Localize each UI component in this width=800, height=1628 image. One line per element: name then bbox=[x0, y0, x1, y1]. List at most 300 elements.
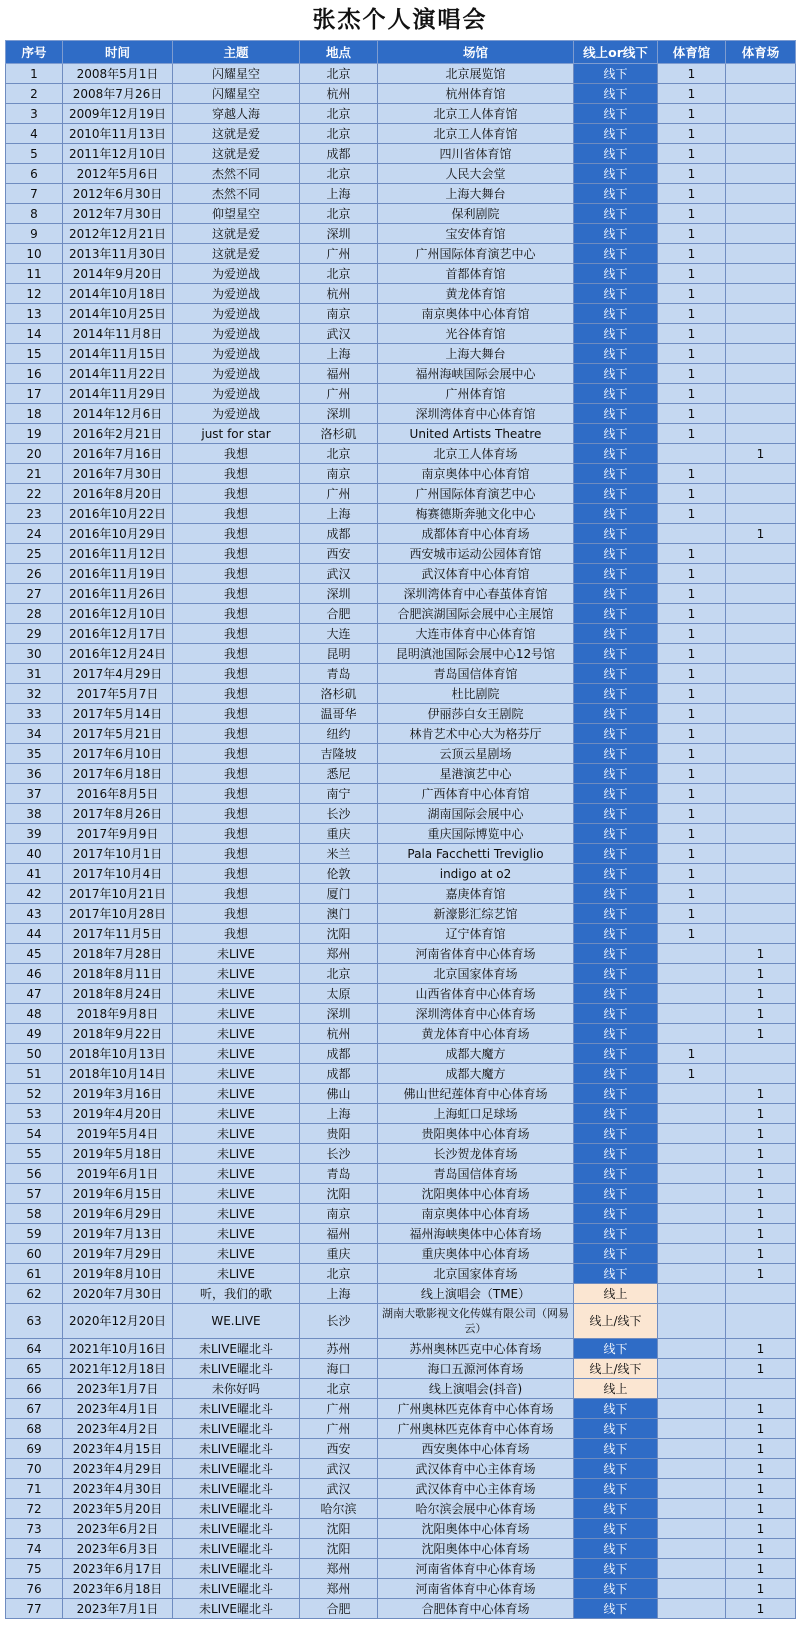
cell-index: 41 bbox=[6, 864, 63, 884]
cell-venue: 杜比剧院 bbox=[378, 684, 574, 704]
cell-venue: 沈阳奥体中心体育场 bbox=[378, 1539, 574, 1559]
cell-index: 47 bbox=[6, 984, 63, 1004]
cell-venue: 河南省体育中心体育场 bbox=[378, 1559, 574, 1579]
cell-gym: 1 bbox=[658, 144, 726, 164]
cell-index: 22 bbox=[6, 484, 63, 504]
table-row bbox=[6, 64, 796, 84]
cell-theme: 我想 bbox=[173, 824, 300, 844]
table-row bbox=[6, 144, 796, 164]
cell-theme: 未LIVE bbox=[173, 1184, 300, 1204]
cell-stadium: 1 bbox=[726, 1004, 796, 1024]
cell-gym bbox=[658, 1224, 726, 1244]
cell-mode: 线下 bbox=[574, 1204, 658, 1224]
cell-stadium bbox=[726, 724, 796, 744]
cell-venue: 星港演艺中心 bbox=[378, 764, 574, 784]
cell-city: 上海 bbox=[300, 344, 378, 364]
cell-date: 2017年10月28日 bbox=[63, 904, 173, 924]
cell-date: 2023年4月1日 bbox=[63, 1399, 173, 1419]
cell-mode: 线下 bbox=[574, 1044, 658, 1064]
cell-theme: 这就是爱 bbox=[173, 244, 300, 264]
cell-gym: 1 bbox=[658, 624, 726, 644]
cell-date: 2021年12月18日 bbox=[63, 1359, 173, 1379]
cell-mode: 线下 bbox=[574, 1579, 658, 1599]
cell-gym bbox=[658, 1024, 726, 1044]
cell-index: 44 bbox=[6, 924, 63, 944]
cell-mode: 线下 bbox=[574, 684, 658, 704]
cell-mode: 线下 bbox=[574, 724, 658, 744]
cell-gym: 1 bbox=[658, 1064, 726, 1084]
cell-venue: 宝安体育馆 bbox=[378, 224, 574, 244]
cell-theme: 为爱逆战 bbox=[173, 364, 300, 384]
header-city: 地点 bbox=[300, 41, 378, 64]
cell-index: 42 bbox=[6, 884, 63, 904]
cell-gym: 1 bbox=[658, 884, 726, 904]
table-row bbox=[6, 784, 796, 804]
cell-theme: 我想 bbox=[173, 924, 300, 944]
cell-index: 52 bbox=[6, 1084, 63, 1104]
cell-gym bbox=[658, 524, 726, 544]
table-row bbox=[6, 1499, 796, 1519]
cell-mode: 线下 bbox=[574, 604, 658, 624]
cell-stadium: 1 bbox=[726, 1599, 796, 1619]
cell-date: 2016年12月10日 bbox=[63, 604, 173, 624]
cell-index: 21 bbox=[6, 464, 63, 484]
cell-stadium bbox=[726, 184, 796, 204]
table-row bbox=[6, 1064, 796, 1084]
cell-venue: 哈尔滨会展中心体育场 bbox=[378, 1499, 574, 1519]
cell-theme: 我想 bbox=[173, 904, 300, 924]
cell-index: 74 bbox=[6, 1539, 63, 1559]
cell-city: 郑州 bbox=[300, 1579, 378, 1599]
cell-date: 2017年8月26日 bbox=[63, 804, 173, 824]
cell-gym bbox=[658, 444, 726, 464]
cell-stadium bbox=[726, 1284, 796, 1304]
cell-date: 2023年4月15日 bbox=[63, 1439, 173, 1459]
table-row bbox=[6, 544, 796, 564]
table-row bbox=[6, 1439, 796, 1459]
cell-venue: 河南省体育中心体育场 bbox=[378, 1579, 574, 1599]
cell-date: 2017年10月1日 bbox=[63, 844, 173, 864]
cell-venue: 线上演唱会（TME） bbox=[378, 1284, 574, 1304]
cell-stadium: 1 bbox=[726, 1104, 796, 1124]
cell-venue: 广州奥林匹克体育中心体育场 bbox=[378, 1399, 574, 1419]
cell-venue: 广州国际体育演艺中心 bbox=[378, 484, 574, 504]
cell-stadium bbox=[726, 384, 796, 404]
cell-city: 郑州 bbox=[300, 1559, 378, 1579]
header-gym: 体育馆 bbox=[658, 41, 726, 64]
cell-gym: 1 bbox=[658, 204, 726, 224]
cell-index: 72 bbox=[6, 1499, 63, 1519]
cell-index: 14 bbox=[6, 324, 63, 344]
cell-theme: 我想 bbox=[173, 804, 300, 824]
cell-theme: 为爱逆战 bbox=[173, 324, 300, 344]
cell-theme: 我想 bbox=[173, 524, 300, 544]
cell-mode: 线下 bbox=[574, 204, 658, 224]
cell-date: 2017年5月14日 bbox=[63, 704, 173, 724]
cell-venue: 合肥滨湖国际会展中心主展馆 bbox=[378, 604, 574, 624]
cell-gym: 1 bbox=[658, 804, 726, 824]
table-row bbox=[6, 1164, 796, 1184]
cell-gym: 1 bbox=[658, 484, 726, 504]
cell-theme: 未LIVE bbox=[173, 1124, 300, 1144]
cell-gym bbox=[658, 1204, 726, 1224]
cell-index: 20 bbox=[6, 444, 63, 464]
cell-gym bbox=[658, 1184, 726, 1204]
cell-index: 77 bbox=[6, 1599, 63, 1619]
cell-mode: 线下 bbox=[574, 64, 658, 84]
cell-mode: 线下 bbox=[574, 644, 658, 664]
cell-gym bbox=[658, 1004, 726, 1024]
cell-mode: 线下 bbox=[574, 1144, 658, 1164]
cell-venue: United Artists Theatre bbox=[378, 424, 574, 444]
cell-theme: 为爱逆战 bbox=[173, 284, 300, 304]
cell-gym bbox=[658, 944, 726, 964]
cell-date: 2016年2月21日 bbox=[63, 424, 173, 444]
cell-venue: 林肯艺术中心大为格芬厅 bbox=[378, 724, 574, 744]
cell-stadium: 1 bbox=[726, 1184, 796, 1204]
cell-date: 2016年12月24日 bbox=[63, 644, 173, 664]
cell-date: 2014年12月6日 bbox=[63, 404, 173, 424]
cell-venue: 深圳湾体育中心体育馆 bbox=[378, 404, 574, 424]
cell-theme: 未LIVE bbox=[173, 1104, 300, 1124]
cell-venue: 武汉体育中心主体育场 bbox=[378, 1459, 574, 1479]
cell-stadium: 1 bbox=[726, 964, 796, 984]
cell-mode: 线下 bbox=[574, 864, 658, 884]
cell-theme: 未LIVE bbox=[173, 1244, 300, 1264]
cell-mode: 线下 bbox=[574, 484, 658, 504]
cell-venue: 云顶云星剧场 bbox=[378, 744, 574, 764]
cell-venue: 杭州体育馆 bbox=[378, 84, 574, 104]
cell-date: 2017年11月5日 bbox=[63, 924, 173, 944]
cell-stadium bbox=[726, 144, 796, 164]
table-row bbox=[6, 684, 796, 704]
cell-gym: 1 bbox=[658, 744, 726, 764]
cell-city: 成都 bbox=[300, 1064, 378, 1084]
cell-venue: 武汉体育中心主体育场 bbox=[378, 1479, 574, 1499]
cell-index: 26 bbox=[6, 564, 63, 584]
cell-index: 58 bbox=[6, 1204, 63, 1224]
cell-gym: 1 bbox=[658, 684, 726, 704]
cell-venue: 成都大魔方 bbox=[378, 1064, 574, 1084]
table-row bbox=[6, 624, 796, 644]
cell-city: 上海 bbox=[300, 504, 378, 524]
cell-date: 2016年8月5日 bbox=[63, 784, 173, 804]
cell-gym bbox=[658, 1579, 726, 1599]
cell-date: 2019年8月10日 bbox=[63, 1264, 173, 1284]
cell-date: 2017年4月29日 bbox=[63, 664, 173, 684]
cell-gym: 1 bbox=[658, 124, 726, 144]
cell-stadium bbox=[726, 684, 796, 704]
cell-gym: 1 bbox=[658, 324, 726, 344]
cell-venue: 北京工人体育场 bbox=[378, 444, 574, 464]
cell-city: 福州 bbox=[300, 1224, 378, 1244]
cell-venue: 长沙贺龙体育场 bbox=[378, 1144, 574, 1164]
cell-venue: indigo at o2 bbox=[378, 864, 574, 884]
cell-mode: 线下 bbox=[574, 84, 658, 104]
cell-mode: 线下 bbox=[574, 844, 658, 864]
cell-theme: 闪耀星空 bbox=[173, 84, 300, 104]
cell-theme: 我想 bbox=[173, 464, 300, 484]
cell-stadium bbox=[726, 864, 796, 884]
cell-stadium bbox=[726, 124, 796, 144]
cell-mode: 线下 bbox=[574, 544, 658, 564]
cell-stadium: 1 bbox=[726, 1559, 796, 1579]
cell-mode: 线下 bbox=[574, 1519, 658, 1539]
cell-stadium bbox=[726, 884, 796, 904]
table-row bbox=[6, 1004, 796, 1024]
cell-stadium: 1 bbox=[726, 1359, 796, 1379]
cell-gym: 1 bbox=[658, 864, 726, 884]
table-row bbox=[6, 1379, 796, 1399]
cell-date: 2019年6月1日 bbox=[63, 1164, 173, 1184]
cell-city: 沈阳 bbox=[300, 1539, 378, 1559]
cell-index: 31 bbox=[6, 664, 63, 684]
table-row bbox=[6, 1024, 796, 1044]
cell-city: 成都 bbox=[300, 144, 378, 164]
cell-theme: 未LIVE曜北斗 bbox=[173, 1439, 300, 1459]
cell-mode: 线上/线下 bbox=[574, 1359, 658, 1379]
cell-venue: 北京国家体育场 bbox=[378, 964, 574, 984]
cell-index: 7 bbox=[6, 184, 63, 204]
cell-venue: Pala Facchetti Treviglio bbox=[378, 844, 574, 864]
cell-theme: WE.LIVE bbox=[173, 1304, 300, 1339]
cell-gym bbox=[658, 1439, 726, 1459]
cell-mode: 线下 bbox=[574, 364, 658, 384]
table-row bbox=[6, 584, 796, 604]
cell-venue: 沈阳奥体中心体育场 bbox=[378, 1519, 574, 1539]
cell-gym bbox=[658, 984, 726, 1004]
cell-gym bbox=[658, 1379, 726, 1399]
cell-city: 澳门 bbox=[300, 904, 378, 924]
cell-mode: 线下 bbox=[574, 824, 658, 844]
cell-theme: 未LIVE bbox=[173, 964, 300, 984]
cell-gym bbox=[658, 1164, 726, 1184]
table-row bbox=[6, 1599, 796, 1619]
cell-theme: 未LIVE bbox=[173, 944, 300, 964]
cell-date: 2013年11月30日 bbox=[63, 244, 173, 264]
table-row bbox=[6, 184, 796, 204]
cell-city: 上海 bbox=[300, 184, 378, 204]
header-date: 时间 bbox=[63, 41, 173, 64]
cell-date: 2017年10月21日 bbox=[63, 884, 173, 904]
cell-index: 13 bbox=[6, 304, 63, 324]
cell-mode: 线下 bbox=[574, 184, 658, 204]
cell-venue: 昆明滇池国际会展中心12号馆 bbox=[378, 644, 574, 664]
cell-gym bbox=[658, 1479, 726, 1499]
cell-index: 5 bbox=[6, 144, 63, 164]
cell-mode: 线下 bbox=[574, 104, 658, 124]
cell-theme: 未你好吗 bbox=[173, 1379, 300, 1399]
cell-venue: 首都体育馆 bbox=[378, 264, 574, 284]
cell-mode: 线下 bbox=[574, 804, 658, 824]
header-stadium: 体育场 bbox=[726, 41, 796, 64]
cell-gym bbox=[658, 1244, 726, 1264]
cell-city: 温哥华 bbox=[300, 704, 378, 724]
cell-mode: 线下 bbox=[574, 744, 658, 764]
cell-gym bbox=[658, 1459, 726, 1479]
cell-venue: 四川省体育馆 bbox=[378, 144, 574, 164]
cell-venue: 广州国际体育演艺中心 bbox=[378, 244, 574, 264]
cell-index: 50 bbox=[6, 1044, 63, 1064]
cell-date: 2014年11月15日 bbox=[63, 344, 173, 364]
cell-index: 23 bbox=[6, 504, 63, 524]
header-mode: 线上or线下 bbox=[574, 41, 658, 64]
table-row bbox=[6, 1479, 796, 1499]
cell-index: 4 bbox=[6, 124, 63, 144]
cell-date: 2018年9月8日 bbox=[63, 1004, 173, 1024]
cell-city: 北京 bbox=[300, 264, 378, 284]
cell-gym: 1 bbox=[658, 284, 726, 304]
cell-stadium: 1 bbox=[726, 1204, 796, 1224]
cell-mode: 线下 bbox=[574, 704, 658, 724]
cell-index: 38 bbox=[6, 804, 63, 824]
table-row bbox=[6, 204, 796, 224]
cell-index: 18 bbox=[6, 404, 63, 424]
cell-index: 34 bbox=[6, 724, 63, 744]
cell-stadium bbox=[726, 844, 796, 864]
cell-stadium: 1 bbox=[726, 1459, 796, 1479]
table-row bbox=[6, 1579, 796, 1599]
cell-theme: 我想 bbox=[173, 784, 300, 804]
cell-date: 2014年11月22日 bbox=[63, 364, 173, 384]
cell-city: 大连 bbox=[300, 624, 378, 644]
cell-date: 2018年10月13日 bbox=[63, 1044, 173, 1064]
cell-index: 56 bbox=[6, 1164, 63, 1184]
cell-gym: 1 bbox=[658, 644, 726, 664]
table-row bbox=[6, 104, 796, 124]
cell-date: 2019年5月4日 bbox=[63, 1124, 173, 1144]
cell-stadium bbox=[726, 824, 796, 844]
cell-stadium: 1 bbox=[726, 1339, 796, 1359]
cell-date: 2016年8月20日 bbox=[63, 484, 173, 504]
cell-theme: 为爱逆战 bbox=[173, 404, 300, 424]
cell-gym bbox=[658, 1539, 726, 1559]
cell-theme: 未LIVE曜北斗 bbox=[173, 1419, 300, 1439]
cell-mode: 线下 bbox=[574, 304, 658, 324]
cell-date: 2019年4月20日 bbox=[63, 1104, 173, 1124]
cell-mode: 线下 bbox=[574, 1224, 658, 1244]
cell-index: 71 bbox=[6, 1479, 63, 1499]
cell-index: 55 bbox=[6, 1144, 63, 1164]
cell-index: 37 bbox=[6, 784, 63, 804]
cell-index: 60 bbox=[6, 1244, 63, 1264]
cell-stadium: 1 bbox=[726, 1479, 796, 1499]
cell-mode: 线下 bbox=[574, 144, 658, 164]
cell-city: 吉隆坡 bbox=[300, 744, 378, 764]
cell-mode: 线下 bbox=[574, 784, 658, 804]
cell-theme: 杰然不同 bbox=[173, 184, 300, 204]
cell-venue: 河南省体育中心体育场 bbox=[378, 944, 574, 964]
cell-stadium: 1 bbox=[726, 1164, 796, 1184]
cell-city: 洛杉矶 bbox=[300, 424, 378, 444]
cell-city: 悉尼 bbox=[300, 764, 378, 784]
cell-stadium bbox=[726, 704, 796, 724]
table-row bbox=[6, 744, 796, 764]
cell-date: 2014年10月18日 bbox=[63, 284, 173, 304]
cell-theme: 未LIVE曜北斗 bbox=[173, 1359, 300, 1379]
cell-index: 28 bbox=[6, 604, 63, 624]
cell-index: 33 bbox=[6, 704, 63, 724]
cell-mode: 线下 bbox=[574, 504, 658, 524]
cell-mode: 线下 bbox=[574, 1164, 658, 1184]
cell-city: 佛山 bbox=[300, 1084, 378, 1104]
cell-date: 2018年8月11日 bbox=[63, 964, 173, 984]
cell-gym: 1 bbox=[658, 104, 726, 124]
cell-index: 10 bbox=[6, 244, 63, 264]
cell-mode: 线下 bbox=[574, 124, 658, 144]
cell-stadium bbox=[726, 84, 796, 104]
cell-mode: 线下 bbox=[574, 164, 658, 184]
table-row bbox=[6, 1419, 796, 1439]
table-row bbox=[6, 1144, 796, 1164]
cell-stadium bbox=[726, 644, 796, 664]
table-row bbox=[6, 1539, 796, 1559]
cell-index: 30 bbox=[6, 644, 63, 664]
cell-mode: 线下 bbox=[574, 884, 658, 904]
cell-gym: 1 bbox=[658, 1044, 726, 1064]
cell-theme: 我想 bbox=[173, 644, 300, 664]
cell-stadium bbox=[726, 744, 796, 764]
cell-theme: 我想 bbox=[173, 864, 300, 884]
cell-city: 深圳 bbox=[300, 224, 378, 244]
cell-index: 53 bbox=[6, 1104, 63, 1124]
cell-index: 36 bbox=[6, 764, 63, 784]
cell-index: 16 bbox=[6, 364, 63, 384]
cell-mode: 线下 bbox=[574, 584, 658, 604]
cell-city: 福州 bbox=[300, 364, 378, 384]
table-row bbox=[6, 644, 796, 664]
cell-mode: 线下 bbox=[574, 1339, 658, 1359]
cell-stadium bbox=[726, 204, 796, 224]
cell-city: 太原 bbox=[300, 984, 378, 1004]
cell-index: 1 bbox=[6, 64, 63, 84]
cell-venue: 沈阳奥体中心体育场 bbox=[378, 1184, 574, 1204]
cell-date: 2017年5月21日 bbox=[63, 724, 173, 744]
cell-venue: 广西体育中心体育馆 bbox=[378, 784, 574, 804]
table-row bbox=[6, 384, 796, 404]
cell-date: 2012年12月21日 bbox=[63, 224, 173, 244]
cell-theme: 未LIVE bbox=[173, 984, 300, 1004]
cell-mode: 线下 bbox=[574, 944, 658, 964]
cell-mode: 线下 bbox=[574, 424, 658, 444]
cell-city: 上海 bbox=[300, 1284, 378, 1304]
cell-theme: 我想 bbox=[173, 504, 300, 524]
cell-date: 2021年10月16日 bbox=[63, 1339, 173, 1359]
cell-stadium: 1 bbox=[726, 1124, 796, 1144]
cell-stadium: 1 bbox=[726, 944, 796, 964]
cell-venue: 黄龙体育中心体育场 bbox=[378, 1024, 574, 1044]
cell-date: 2012年6月30日 bbox=[63, 184, 173, 204]
cell-theme: 未LIVE曜北斗 bbox=[173, 1519, 300, 1539]
cell-index: 45 bbox=[6, 944, 63, 964]
cell-gym: 1 bbox=[658, 224, 726, 244]
cell-theme: 我想 bbox=[173, 744, 300, 764]
cell-gym bbox=[658, 1124, 726, 1144]
cell-mode: 线下 bbox=[574, 344, 658, 364]
cell-stadium: 1 bbox=[726, 1084, 796, 1104]
cell-date: 2009年12月19日 bbox=[63, 104, 173, 124]
cell-mode: 线下 bbox=[574, 1244, 658, 1264]
table-row bbox=[6, 964, 796, 984]
cell-city: 洛杉矶 bbox=[300, 684, 378, 704]
cell-index: 39 bbox=[6, 824, 63, 844]
cell-theme: 我想 bbox=[173, 544, 300, 564]
table-row bbox=[6, 124, 796, 144]
cell-city: 杭州 bbox=[300, 84, 378, 104]
cell-venue: 福州海峡奥体中心体育场 bbox=[378, 1224, 574, 1244]
cell-theme: 未LIVE bbox=[173, 1264, 300, 1284]
cell-city: 武汉 bbox=[300, 1479, 378, 1499]
